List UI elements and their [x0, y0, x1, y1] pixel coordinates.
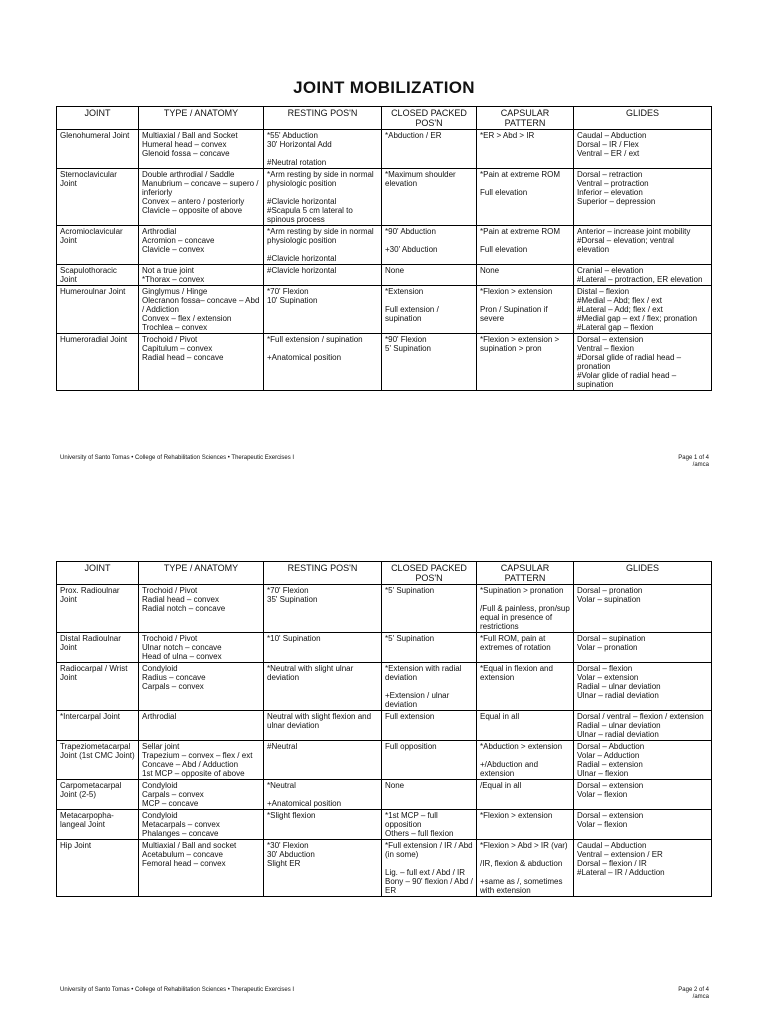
cell-resting-position: *30' Flexion 30' Abduction Slight ER: [264, 840, 382, 897]
cell-type-anatomy: Trochoid / Pivot Ulnar notch – concave Head of ulna – convex: [139, 633, 264, 663]
table-row: [57, 334, 712, 391]
table-row: [57, 780, 712, 810]
cell-type-anatomy: Condyloid Carpals – convex MCP – concave: [139, 780, 264, 810]
table-row: [57, 585, 712, 633]
header-capsular-pattern: CAPSULAR PATTERN: [477, 562, 574, 585]
cell-joint: Glenohumeral Joint: [57, 130, 139, 169]
cell-capsular-pattern: *Supination > pronation /Full & painless, pron/sup equal in presence of restrictions: [477, 585, 574, 633]
joint-table-page-2: [56, 561, 712, 897]
cell-resting-position: *55' Abduction 30' Horizontal Add #Neutral rotation: [264, 130, 382, 169]
cell-type-anatomy: Multiaxial / Ball and Socket Humeral head – convex Glenoid fossa – concave: [139, 130, 264, 169]
header-resting-position: RESTING POS'N: [264, 562, 382, 585]
cell-glides: Dorsal – retraction Ventral – protraction Inferior – elevation Superior – depression: [574, 169, 712, 226]
table-row: [57, 265, 712, 286]
cell-joint: Trapeziometacarpal Joint (1st CMC Joint): [57, 741, 139, 780]
cell-closed-packed-position: *5' Supination: [382, 585, 477, 633]
table-row: [57, 633, 712, 663]
header-glides: GLIDES: [574, 107, 712, 130]
cell-capsular-pattern: *Full ROM, pain at extremes of rotation: [477, 633, 574, 663]
cell-type-anatomy: Condyloid Metacarpals – convex Phalanges – concave: [139, 810, 264, 840]
cell-joint: Hip Joint: [57, 840, 139, 897]
cell-glides: Dorsal – Abduction Volar – Adduction Radial – extension Ulnar – flexion: [574, 741, 712, 780]
page-number: [678, 455, 709, 469]
cell-type-anatomy: Arthrodial Acromion – concave Clavicle – convex: [139, 226, 264, 265]
cell-joint: Radiocarpal / Wrist Joint: [57, 663, 139, 711]
header-joint: JOINT: [57, 562, 139, 585]
cell-type-anatomy: Trochoid / Pivot Radial head – convex Radial notch – concave: [139, 585, 264, 633]
cell-closed-packed-position: *Maximum shoulder elevation: [382, 169, 477, 226]
cell-closed-packed-position: *Extension with radial deviation +Extension / ulnar deviation: [382, 663, 477, 711]
header-row: [57, 107, 712, 130]
cell-glides: Distal – flexion #Medial – Abd; flex / ext #Lateral – Add; flex / ext #Medial gap – ext / flex; pronation #Lateral gap – flexion: [574, 286, 712, 334]
page-title: JOINT MOBILIZATION: [293, 78, 475, 97]
cell-resting-position: *Full extension / supination +Anatomical position: [264, 334, 382, 391]
cell-capsular-pattern: *Flexion > extension > supination > pron: [477, 334, 574, 391]
cell-closed-packed-position: *90' Abduction +30' Abduction: [382, 226, 477, 265]
cell-capsular-pattern: *Pain at extreme ROM Full elevation: [477, 226, 574, 265]
table-row: [57, 130, 712, 169]
header-type-anatomy: TYPE / ANATOMY: [139, 107, 264, 130]
cell-joint: Carpometacarpal Joint (2-5): [57, 780, 139, 810]
cell-capsular-pattern: *ER > Abd > IR: [477, 130, 574, 169]
cell-capsular-pattern: *Flexion > extension Pron / Supination if severe: [477, 286, 574, 334]
table-row: [57, 741, 712, 780]
footer-institution: University of Santo Tomas • College of Rehabilitation Sciences • Therapeutic Exercises I: [60, 455, 295, 461]
cell-glides: Dorsal – extension Volar – flexion: [574, 810, 712, 840]
cell-joint: Sternoclavicular Joint: [57, 169, 139, 226]
header-capsular-pattern: CAPSULAR PATTERN: [477, 107, 574, 130]
cell-joint: Humeroulnar Joint: [57, 286, 139, 334]
page-number: [678, 987, 709, 1001]
table-row: [57, 169, 712, 226]
cell-closed-packed-position: *Extension Full extension / supination: [382, 286, 477, 334]
cell-capsular-pattern: *Abduction > extension +/Abduction and extension: [477, 741, 574, 780]
cell-type-anatomy: Multiaxial / Ball and socket Acetabulum – concave Femoral head – convex: [139, 840, 264, 897]
table-row: [57, 286, 712, 334]
cell-resting-position: *Slight flexion: [264, 810, 382, 840]
cell-resting-position: *70' Flexion 35' Supination: [264, 585, 382, 633]
cell-resting-position: #Neutral: [264, 741, 382, 780]
cell-glides: Cranial – elevation #Lateral – protraction, ER elevation: [574, 265, 712, 286]
cell-glides: Anterior – increase joint mobility #Dorsal – elevation; ventral elevation: [574, 226, 712, 265]
cell-closed-packed-position: Full opposition: [382, 741, 477, 780]
cell-type-anatomy: Double arthrodial / Saddle Manubrium – concave – supero / inferiorly Convex – antero / posteriorly Clavicle – opposite of above: [139, 169, 264, 226]
cell-glides: Dorsal – supination Volar – pronation: [574, 633, 712, 663]
cell-closed-packed-position: *Full extension / IR / Abd (in some) Lig. – full ext / Abd / IR Bony – 90' flexion / Abd / ER: [382, 840, 477, 897]
cell-capsular-pattern: *Pain at extreme ROM Full elevation: [477, 169, 574, 226]
cell-resting-position: Neutral with slight flexion and ulnar deviation: [264, 711, 382, 741]
cell-closed-packed-position: Full extension: [382, 711, 477, 741]
cell-joint: *Intercarpal Joint: [57, 711, 139, 741]
table-row: [57, 810, 712, 840]
footer-institution: University of Santo Tomas • College of Rehabilitation Sciences • Therapeutic Exercises I: [60, 987, 295, 993]
cell-resting-position: *70' Flexion 10' Supination: [264, 286, 382, 334]
cell-resting-position: #Clavicle horizontal: [264, 265, 382, 286]
cell-joint: Scapulothoracic Joint: [57, 265, 139, 286]
cell-closed-packed-position: *1st MCP – full opposition Others – full flexion: [382, 810, 477, 840]
header-joint: JOINT: [57, 107, 139, 130]
table-row: [57, 226, 712, 265]
cell-capsular-pattern: Equal in all: [477, 711, 574, 741]
cell-glides: Caudal – Abduction Ventral – extension / ER Dorsal – flexion / IR #Lateral – IR / Adduction: [574, 840, 712, 897]
header-resting-position: RESTING POS'N: [264, 107, 382, 130]
author-initials: /amca: [692, 462, 709, 468]
header-glides: GLIDES: [574, 562, 712, 585]
cell-capsular-pattern: /Equal in all: [477, 780, 574, 810]
page-number-text: Page 1 of 4: [678, 455, 709, 461]
header-closed-packed-position: CLOSED PACKED POS'N: [382, 562, 477, 585]
cell-closed-packed-position: None: [382, 265, 477, 286]
cell-type-anatomy: Trochoid / Pivot Capitulum – convex Radial head – concave: [139, 334, 264, 391]
header-type-anatomy: TYPE / ANATOMY: [139, 562, 264, 585]
cell-joint: Prox. Radioulnar Joint: [57, 585, 139, 633]
cell-type-anatomy: Condyloid Radius – concave Carpals – convex: [139, 663, 264, 711]
cell-resting-position: *Neutral with slight ulnar deviation: [264, 663, 382, 711]
header-row: [57, 562, 712, 585]
cell-type-anatomy: Arthrodial: [139, 711, 264, 741]
cell-closed-packed-position: *90' Flexion 5' Supination: [382, 334, 477, 391]
cell-joint: Humeroradial Joint: [57, 334, 139, 391]
table-row: [57, 663, 712, 711]
cell-glides: Dorsal – flexion Volar – extension Radial – ulnar deviation Ulnar – radial deviation: [574, 663, 712, 711]
header-closed-packed-position: CLOSED PACKED POS'N: [382, 107, 477, 130]
cell-glides: Dorsal / ventral – flexion / extension Radial – ulnar deviation Ulnar – radial deviation: [574, 711, 712, 741]
joint-table-page-1: [56, 106, 712, 391]
cell-resting-position: *Arm resting by side in normal physiologic position #Clavicle horizontal: [264, 226, 382, 265]
cell-resting-position: *Neutral +Anatomical position: [264, 780, 382, 810]
page-number-text: Page 2 of 4: [678, 987, 709, 993]
table-row: [57, 840, 712, 897]
cell-capsular-pattern: *Flexion > extension: [477, 810, 574, 840]
cell-capsular-pattern: *Equal in flexion and extension: [477, 663, 574, 711]
cell-capsular-pattern: None: [477, 265, 574, 286]
cell-joint: Acromioclavicular Joint: [57, 226, 139, 265]
cell-type-anatomy: Ginglymus / Hinge Olecranon fossa– concave – Abd / Addiction Convex – flex / extension Trochlea – convex: [139, 286, 264, 334]
cell-glides: Dorsal – extension Volar – flexion: [574, 780, 712, 810]
cell-type-anatomy: Not a true joint *Thorax – convex: [139, 265, 264, 286]
cell-resting-position: *10' Supination: [264, 633, 382, 663]
cell-glides: Caudal – Abduction Dorsal – IR / Flex Ventral – ER / ext: [574, 130, 712, 169]
cell-closed-packed-position: *5' Supination: [382, 633, 477, 663]
table-row: [57, 711, 712, 741]
cell-glides: Dorsal – pronation Volar – supination: [574, 585, 712, 633]
cell-capsular-pattern: *Flexion > Abd > IR (var) /IR, flexion & abduction +same as /, sometimes with extension: [477, 840, 574, 897]
cell-resting-position: *Arm resting by side in normal physiologic position #Clavicle horizontal #Scapula 5 cm lateral to spinous process: [264, 169, 382, 226]
author-initials: /amca: [692, 994, 709, 1000]
cell-joint: Distal Radioulnar Joint: [57, 633, 139, 663]
cell-joint: Metacarpopha-langeal Joint: [57, 810, 139, 840]
cell-closed-packed-position: None: [382, 780, 477, 810]
cell-glides: Dorsal – extension Ventral – flexion #Dorsal glide of radial head – pronation #Volar glide of radial head – supination: [574, 334, 712, 391]
cell-type-anatomy: Sellar joint Trapezium – convex – flex / ext Concave – Abd / Adduction 1st MCP – opposite of above: [139, 741, 264, 780]
cell-closed-packed-position: *Abduction / ER: [382, 130, 477, 169]
